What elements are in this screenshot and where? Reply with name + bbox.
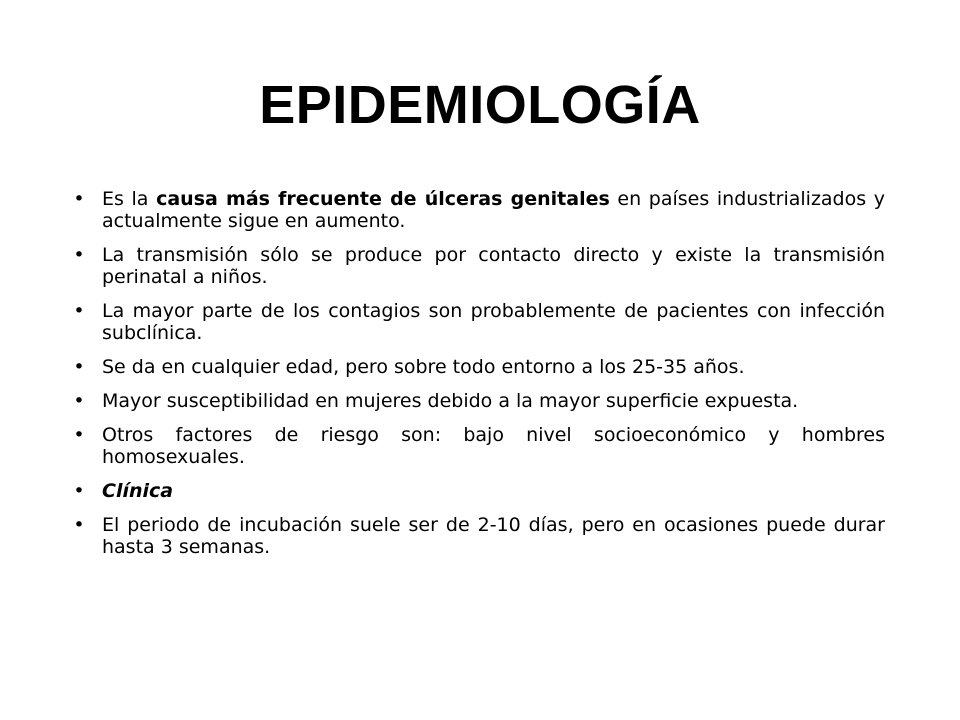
bullet-icon: • — [73, 514, 85, 536]
bullet-text-pre: Es la — [102, 188, 157, 210]
bullet-text-bold: causa más frecuente de úlceras genitales — [156, 188, 610, 210]
bullet-icon: • — [73, 390, 85, 412]
bullet-item — [70, 300, 885, 344]
bullet-text: El periodo de incubación suele ser de 2-10 días, pero en ocasiones puede durar hasta 3 semanas. — [102, 514, 885, 558]
bullet-icon: • — [73, 300, 85, 322]
bullet-text: Otros factores de riesgo son: bajo nivel socioeconómico y hombres homosexuales. — [102, 424, 885, 468]
slide-title: EPIDEMIOLOGÍA — [259, 75, 701, 135]
bullet-item — [70, 356, 885, 378]
bullet-item — [70, 480, 885, 502]
bullet-item — [70, 188, 885, 232]
bullet-icon: • — [73, 356, 85, 378]
bullet-item — [70, 424, 885, 468]
bullet-text: Mayor susceptibilidad en mujeres debido a la mayor superficie expuesta. — [102, 390, 799, 412]
bullet-icon: • — [73, 188, 85, 210]
bullet-item — [70, 514, 885, 558]
bullet-item — [70, 244, 885, 288]
bullet-heading-clinica: Clínica — [102, 480, 174, 502]
bullet-text-post: en países industrializados y actualmente sigue en aumento. — [102, 188, 886, 232]
bullet-text — [102, 188, 885, 232]
bullet-item — [70, 390, 885, 412]
bullet-text: La mayor parte de los contagios son probablemente de pacientes con infección subclínica. — [102, 300, 885, 344]
bullet-text: La transmisión sólo se produce por contacto directo y existe la transmisión perinatal a niños. — [102, 244, 885, 288]
bullet-icon: • — [73, 480, 85, 502]
bullet-icon: • — [73, 244, 85, 266]
bullet-list — [70, 188, 885, 570]
bullet-icon: • — [73, 424, 85, 446]
bullet-text: Se da en cualquier edad, pero sobre todo entorno a los 25-35 años. — [102, 356, 745, 378]
